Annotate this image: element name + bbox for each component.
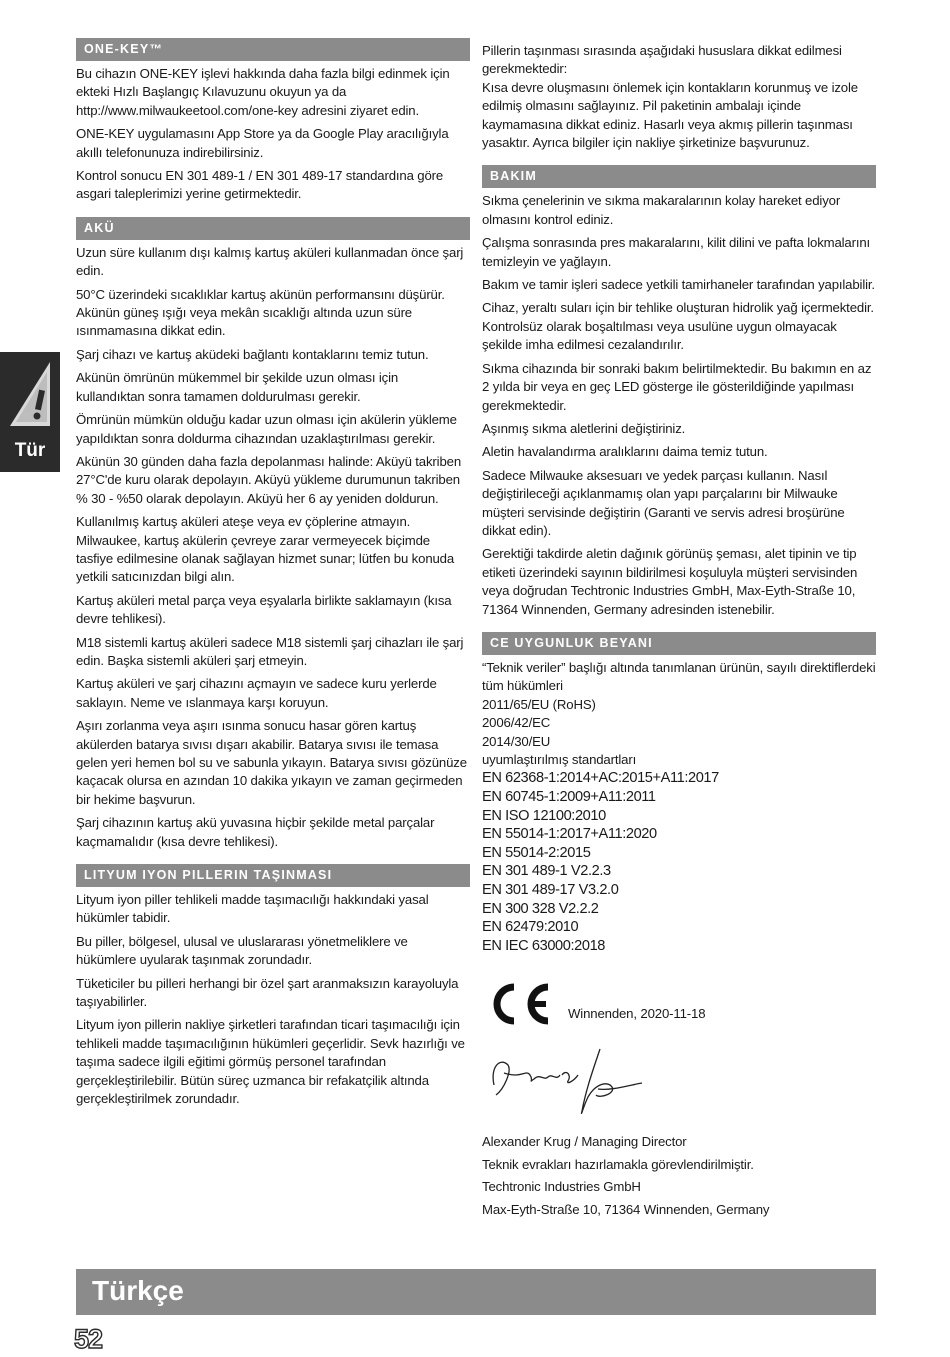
signatory-line: Alexander Krug / Managing Director bbox=[482, 1134, 687, 1150]
paragraph: Akünün 30 günden daha fazla depolanması halinde: Aküyü takriben 27°C'de kuru olarak depolayın. Aküyü yükleme durumunun takriben % 30 - %50 olarak depolayın. Aküyü her 6 ay yeniden doldurun. bbox=[76, 453, 462, 506]
paragraph: Aletin havalandırma aralıklarını daima temiz tutun. bbox=[482, 444, 768, 460]
paragraph: Akünün ömrünün mükemmel bir şekilde uzun olması için kullandıktan sonra tamamen doldurulması gerekir. bbox=[76, 370, 399, 404]
paragraph: Kartuş aküleri metal parça veya eşyalarla birlikte saklamayın (kısa devre tehlikesi). bbox=[76, 592, 452, 627]
standard: EN IEC 63000:2018 bbox=[482, 937, 606, 954]
paragraph: Uzun süre kullanım dışı kalmış kartuş aküleri kullanmadan önce şarj edin. bbox=[76, 244, 464, 279]
signature-drawing bbox=[482, 1045, 652, 1125]
signatory-line: Teknik evrakları hazırlamakla görevlendirilmiştir. bbox=[482, 1156, 754, 1172]
signature bbox=[482, 1045, 876, 1127]
paragraph: Tüketiciler bu pilleri herhangi bir özel şart aranmaksızın karayoluyla taşıyabilirler. bbox=[76, 975, 459, 1010]
section-header-bakim: BAKIM bbox=[482, 165, 876, 188]
standard: EN ISO 12100:2010 bbox=[482, 807, 606, 824]
lityum-body bbox=[76, 891, 470, 1108]
ce-mark-block bbox=[482, 973, 876, 1045]
signatory-line: Techtronic Industries GmbH bbox=[482, 1179, 641, 1195]
page-number: 52 bbox=[74, 1324, 103, 1354]
standard: EN 60745-1:2009+A11:2011 bbox=[482, 789, 656, 805]
paragraph: Bu cihazın ONE-KEY işlevi hakkında daha fazla bilgi edinmek için ekteki Hızlı Başlangıç Kılavuzunu okuyun ya da http://www.milwaukeetool.com/one-key adresini ziyaret edin. bbox=[76, 66, 450, 118]
ce-mark-icon bbox=[486, 981, 552, 1027]
section-header-lityum: LITYUM IYON PILLERIN TAŞINMASI bbox=[76, 864, 470, 887]
paragraph: Kullanılmış kartuş aküleri ateşe veya ev çöplerine atmayın. Milwaukee, kartuş akülerin çevreye zarar vermeyecek biçimde tasfiye edilmesine olanak sağlayan hizmet sunar; lütfen bu konuda yetkili satıcınızdan bilgi alın. bbox=[76, 514, 455, 585]
paragraph: Sadece Milwauke aksesuarı ve yedek parçası kullanın. Nasıl değiştirileceği açıklanmamış olan yapı parçalarını bir Milwauke müşteri servisinde değiştirin (Garanti ve servis adresi broşürüne dikkat edin). bbox=[482, 467, 845, 538]
paragraph: Aşınmış sıkma aletlerini değiştiriniz. bbox=[482, 420, 686, 436]
language-side-tab bbox=[0, 352, 60, 472]
signatory-line: Max-Eyth-Straße 10, 71364 Winnenden, Germany bbox=[482, 1201, 770, 1217]
section-header-onekey: ONE-KEY™ bbox=[76, 38, 470, 61]
paragraph: Sıkma cihazında bir sonraki bakım belirtilmektedir. Bu bakımın en az 2 yılda bir veya en geç LED gösterge ile gösterildiğinde yapılması gerekmektedir. bbox=[482, 360, 872, 413]
paragraph: Şarj cihazı ve kartuş aküdeki bağlantı kontaklarını temiz tutun. bbox=[76, 346, 429, 362]
footer-language-title: Türkçe bbox=[92, 1275, 184, 1306]
paragraph: Bakım ve tamir işleri sadece yetkili tamirhaneler tarafından yapılabilir. bbox=[482, 277, 875, 293]
paragraph: Şarj cihazının kartuş akü yuvasına hiçbir şekilde metal parçalar kaçmamalıdır (kısa devre tehlikesi). bbox=[76, 815, 435, 849]
paragraph: Lityum iyon pillerin nakliye şirketleri tarafından ticari taşımacılığı için tehlikeli madde taşımacılığının hükümleri geçerlidir. Sevk hazırlığı ve taşıma sadece ilgili eğitimi görmüş personel tarafından gerçekleştirilebilir. Bütün süreç uzmanca bir refakatçilik altında gerçekleştirilmek zorundadır. bbox=[76, 1017, 465, 1107]
paragraph: Bu piller, bölgesel, ulusal ve uluslararası yönetmeliklere ve hükümlere uyularak taşınmak zorundadır. bbox=[76, 933, 408, 968]
ce-intro: “Teknik veriler” başlığı altında tanımlanan ürünün, sayılı direktiflerdeki tüm hükümleri bbox=[482, 659, 876, 694]
left-column bbox=[76, 38, 470, 1114]
paragraph: Gerektiği takdirde aletin dağınık görünüş şeması, alet tipinin ve tip etiketi üzerindeki sayının bildirilmesi koşuluyla müşteri servisinden veya doğrudan Techtronic Industries GmbH, Max-Eyth-Straße 10, 71364 Winnenden, Germany adresinden istenebilir. bbox=[482, 546, 858, 617]
warning-triangle-icon bbox=[6, 360, 54, 434]
paragraph: 50°C üzerindeki sıcaklıklar kartuş akünün performansını düşürür. Akünün güneş ışığı veya mekân sıcaklığı altında uzun süre ısınmamasına dikkat edin. bbox=[76, 286, 445, 339]
transport-paragraph: Pillerin taşınması sırasında aşağıdaki hususlara dikkat edilmesi gerekmektedir: Kısa devre oluşmasını önlemek için kontakların korunmuş ve izole edilmiş olmasını sağlayınız. Pil paketinin ambalajı içinde kaymamasına dikkat ediniz. Hasarlı veya akmış pillerin taşınması yasaktır. Ayrıca bilgiler için nakliye şirketinize başvurunuz. bbox=[482, 43, 858, 151]
directive: 2011/65/EU (RoHS) bbox=[482, 696, 596, 712]
place-date: Winnenden, 2020-11-18 bbox=[568, 1006, 706, 1022]
aku-body bbox=[76, 244, 470, 851]
paragraph: Aşırı zorlanma veya aşırı ısınma sonucu hasar gören kartuş akülerden batarya sıvısı dışarı akabilir. Batarya sıvısı ile temasa gelen yeri hemen bol su ve sabunla yıkayın. Batarya sıvısı gözünüze kaçacak olursa en azından 10 dakika yıkayın ve zaman geçirmeden bir hekime başvurun. bbox=[76, 718, 467, 807]
onekey-body bbox=[76, 65, 470, 204]
standard: EN 62368-1:2014+AC:2015+A11:2017 bbox=[482, 770, 719, 787]
harmonized-label: uyumlaştırılmış standartları bbox=[482, 752, 637, 767]
section-header-ce: CE UYGUNLUK BEYANI bbox=[482, 632, 876, 655]
paragraph: ONE-KEY uygulamasını App Store ya da Google Play aracılığıyla akıllı telefonunuza indirebilirsiniz. bbox=[76, 126, 449, 160]
paragraph: Çalışma sonrasında pres makaralarını, kilit dilini ve pafta lokmalarını temizleyin ve yağlayın. bbox=[482, 235, 871, 269]
paragraph: Lityum iyon piller tehlikeli madde taşımacılığı hakkındaki yasal hükümler tabidir. bbox=[76, 892, 429, 926]
standard: EN 301 489-1 V2.2.3 bbox=[482, 863, 611, 880]
paragraph: Kartuş aküleri ve şarj cihazını açmayın ve sadece kuru yerlerde saklayın. Neme ve ıslanmaya karşı koruyun. bbox=[76, 676, 437, 710]
directive: 2006/42/EC bbox=[482, 715, 551, 731]
right-column bbox=[482, 38, 876, 1223]
standard: EN 62479:2010 bbox=[482, 919, 579, 936]
bakim-body bbox=[482, 192, 876, 619]
directive: 2014/30/EU bbox=[482, 733, 551, 749]
paragraph: Kontrol sonucu EN 301 489-1 / EN 301 489-17 standardına göre asgari taleplerimizi yerine getirmektedir. bbox=[76, 168, 444, 202]
standard: EN 55014-2:2015 bbox=[482, 844, 591, 861]
paragraph: Cihaz, yeraltı suları için bir tehlike oluşturan hidrolik yağ içermektedir. Kontrolsüz olarak boşaltılması veya usulüne uygun olmayacak şekilde imha edilmesi cezalandırılır. bbox=[482, 300, 874, 353]
section-header-aku: AKÜ bbox=[76, 217, 470, 240]
paragraph: M18 sistemli kartuş aküleri sadece M18 sistemli şarj cihazları ile şarj edin. Başka sistemli aküleri şarj etmeyin. bbox=[76, 634, 464, 668]
ce-body bbox=[482, 659, 876, 1219]
standard: EN 301 489-17 V3.2.0 bbox=[482, 881, 619, 898]
side-tab-label: Tür bbox=[14, 440, 46, 461]
standard: EN 55014-1:2017+A11:2020 bbox=[482, 826, 657, 843]
paragraph: Sıkma çenelerinin ve sıkma makaralarının kolay hareket ediyor olmasını kontrol ediniz. bbox=[482, 193, 841, 227]
language-footer-bar bbox=[76, 1269, 876, 1315]
paragraph: Ömrünün mümkün olduğu kadar uzun olması için akülerin yükleme yapıldıktan sonra doldurma cihazından uzaklaştırılması gerekir. bbox=[76, 412, 457, 446]
standard: EN 300 328 V2.2.2 bbox=[482, 900, 599, 917]
